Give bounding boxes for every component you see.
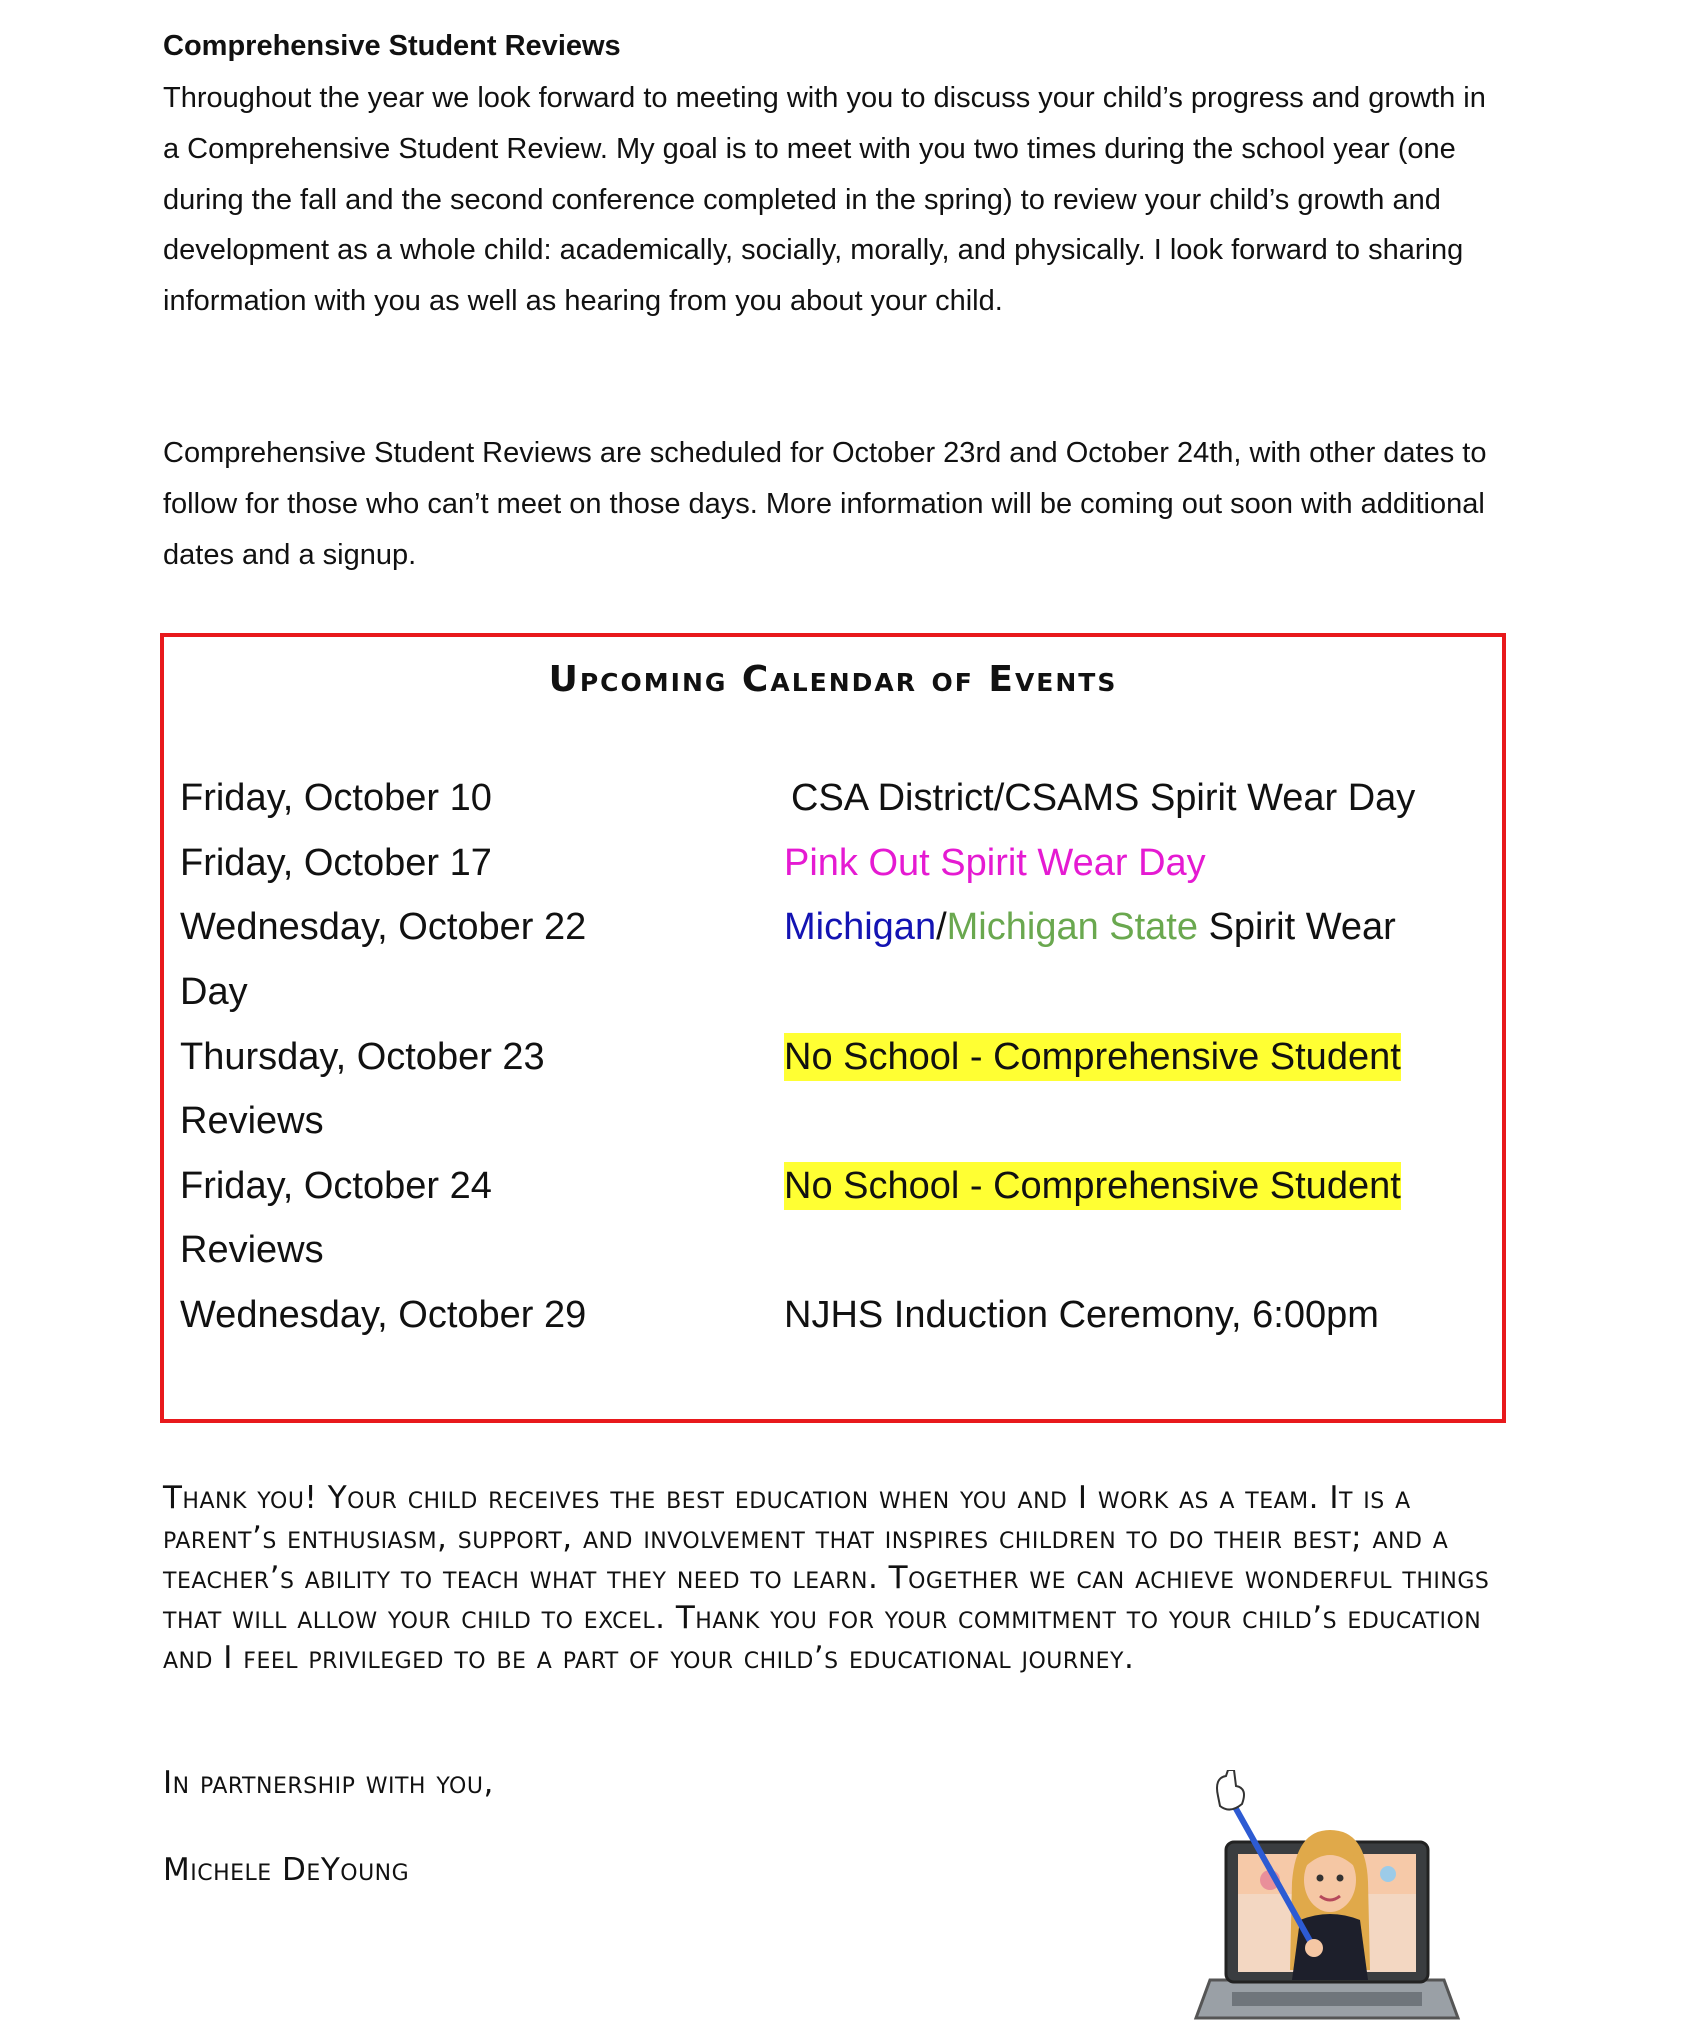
signature-name: Michele DeYoung [163, 1852, 410, 1888]
event-description: No School - Comprehensive Student [784, 1162, 1401, 1210]
event-description-continued: Reviews [180, 1229, 324, 1271]
spirit-wear-label: Spirit Wear [1198, 906, 1396, 948]
michigan-state-label: Michigan State [946, 906, 1199, 948]
event-date: Thursday, October 23 [180, 1036, 545, 1078]
teacher-avatar-laptop-icon [1192, 1770, 1462, 2028]
event-date: Friday, October 17 [180, 842, 492, 884]
event-description: NJHS Induction Ceremony, 6:00pm [784, 1294, 1379, 1336]
event-date: Friday, October 24 [180, 1165, 492, 1207]
signoff: In partnership with you, [163, 1765, 494, 1801]
events-box [160, 633, 1506, 1423]
reviews-paragraph-1: Throughout the year we look forward to meeting with you to discuss your child’s progress and growth in a Comprehensive Student Review. My goal is to meet with you two times during the school year (one during the fall and the second conference completed in the spring) to review your child’s growth and development as a whole child: academically, socially, morally, and physically. I look forward to sharing information with you as well as hearing from you about your child. [163, 82, 1486, 318]
event-description: Pink Out Spirit Wear Day [784, 842, 1206, 884]
event-date: Wednesday, October 22 [180, 906, 587, 948]
section-heading: Comprehensive Student Reviews [163, 30, 621, 62]
event-date: Friday, October 10 [180, 777, 492, 819]
event-date: Wednesday, October 29 [180, 1294, 587, 1336]
event-description: No School - Comprehensive Student [784, 1033, 1401, 1081]
event-description: CSA District/CSAMS Spirit Wear Day [791, 777, 1416, 819]
event-description-continued: Reviews [180, 1100, 324, 1142]
events-title: Upcoming Calendar of Events [548, 659, 1118, 700]
reviews-paragraph-2: Comprehensive Student Reviews are scheduled for October 23rd and October 24th, with other dates to follow for those who can’t meet on those days. More information will be coming out soon with additional dates and a signup. [163, 437, 1487, 571]
event-description [784, 903, 1396, 951]
separator: / [936, 906, 947, 948]
event-description-continued: Day [180, 971, 248, 1013]
michigan-label: Michigan [784, 906, 937, 948]
thank-you-paragraph: Thank you! Your child receives the best education when you and I work as a team. It is a parent’s enthusiasm, support, and involvement that inspires children to do their best; and a teacher’s ability to teach what they need to learn. Together we can achieve wonderful things that will allow your child to excel. Thank you for your commitment to your child’s education and I feel privileged to be a part of your child’s educational journey. [163, 1480, 1490, 1676]
